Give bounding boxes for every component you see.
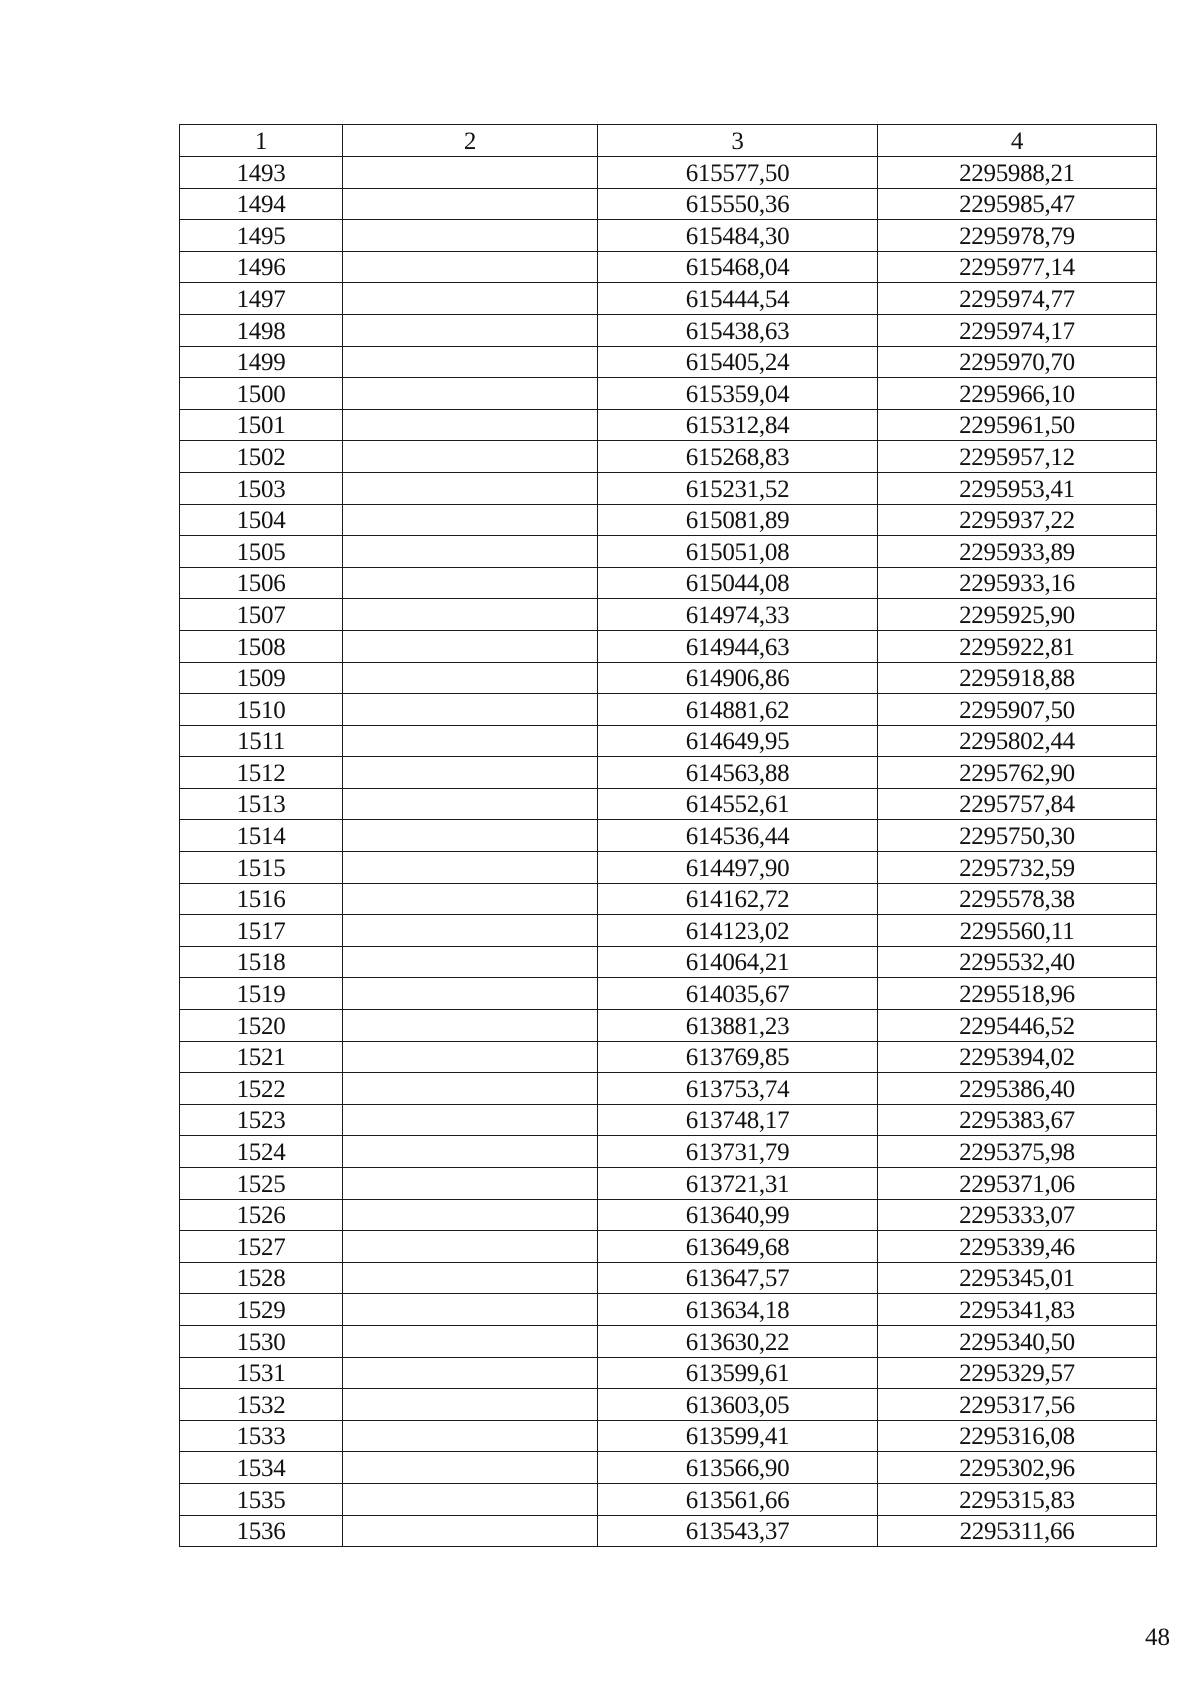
table-cell-col-3: 614563,88 [598, 757, 878, 789]
table-row [180, 314, 1157, 346]
table-cell-col-2 [343, 1136, 598, 1168]
table-row [180, 441, 1157, 473]
table-cell-col-3: 613748,17 [598, 1104, 878, 1136]
table-cell-col-2 [343, 694, 598, 726]
table-cell-col-2 [343, 1294, 598, 1326]
table-cell-col-3: 614536,44 [598, 820, 878, 852]
table-cell-col-3: 614552,61 [598, 788, 878, 820]
table-row [180, 409, 1157, 441]
table-cell-col-2 [343, 314, 598, 346]
table-cell-col-3: 613647,57 [598, 1262, 878, 1294]
table-cell-col-1: 1503 [180, 472, 343, 504]
table-cell-col-1: 1500 [180, 378, 343, 410]
table-cell-col-3: 615312,84 [598, 409, 878, 441]
table-cell-col-2 [343, 757, 598, 789]
table-row [180, 1136, 1157, 1168]
table-cell-col-1: 1512 [180, 757, 343, 789]
table-row [180, 978, 1157, 1010]
table-cell-col-4: 2295311,66 [878, 1515, 1157, 1547]
table-cell-col-1: 1535 [180, 1483, 343, 1515]
page-number: 48 [1145, 1624, 1170, 1651]
table-cell-col-1: 1508 [180, 630, 343, 662]
table-cell-col-3: 615484,30 [598, 220, 878, 252]
table-cell-col-1: 1498 [180, 314, 343, 346]
table-cell-col-3: 615405,24 [598, 346, 878, 378]
table-row [180, 188, 1157, 220]
table-header-row [180, 125, 1157, 157]
table-cell-col-2 [343, 1041, 598, 1073]
table-cell-col-3: 614123,02 [598, 915, 878, 947]
table-cell-col-4: 2295974,77 [878, 283, 1157, 315]
table-cell-col-2 [343, 1452, 598, 1484]
table-cell-col-4: 2295762,90 [878, 757, 1157, 789]
table-cell-col-4: 2295953,41 [878, 472, 1157, 504]
table-cell-col-4: 2295974,17 [878, 314, 1157, 346]
table-cell-col-2 [343, 188, 598, 220]
table-cell-col-1: 1524 [180, 1136, 343, 1168]
table-cell-col-4: 2295988,21 [878, 157, 1157, 189]
table-cell-col-4: 2295937,22 [878, 504, 1157, 536]
table-cell-col-1: 1525 [180, 1168, 343, 1200]
table-cell-col-3: 613640,99 [598, 1199, 878, 1231]
table-row [180, 1452, 1157, 1484]
table-row [180, 599, 1157, 631]
table-cell-col-4: 2295966,10 [878, 378, 1157, 410]
table-cell-col-1: 1513 [180, 788, 343, 820]
table-cell-col-2 [343, 378, 598, 410]
table-cell-col-3: 613599,41 [598, 1420, 878, 1452]
table-cell-col-2 [343, 504, 598, 536]
table-row [180, 757, 1157, 789]
table-cell-col-4: 2295446,52 [878, 1010, 1157, 1042]
table-row [180, 1357, 1157, 1389]
table-cell-col-4: 2295732,59 [878, 852, 1157, 884]
table-row [180, 1294, 1157, 1326]
table-cell-col-4: 2295532,40 [878, 946, 1157, 978]
table-cell-col-1: 1493 [180, 157, 343, 189]
table-cell-col-4: 2295957,12 [878, 441, 1157, 473]
table-cell-col-4: 2295922,81 [878, 630, 1157, 662]
table-cell-col-2 [343, 599, 598, 631]
table-cell-col-3: 613566,90 [598, 1452, 878, 1484]
table-row [180, 662, 1157, 694]
table-cell-col-4: 2295978,79 [878, 220, 1157, 252]
table-cell-col-4: 2295925,90 [878, 599, 1157, 631]
table-cell-col-1: 1510 [180, 694, 343, 726]
table-row [180, 283, 1157, 315]
table-cell-col-1: 1533 [180, 1420, 343, 1452]
table-cell-col-2 [343, 1010, 598, 1042]
table-row [180, 820, 1157, 852]
table-cell-col-4: 2295560,11 [878, 915, 1157, 947]
table-cell-col-3: 613769,85 [598, 1041, 878, 1073]
table-cell-col-3: 615359,04 [598, 378, 878, 410]
table-cell-col-2 [343, 346, 598, 378]
table-row [180, 1168, 1157, 1200]
table-cell-col-2 [343, 409, 598, 441]
table-cell-col-4: 2295918,88 [878, 662, 1157, 694]
table-cell-col-2 [343, 1073, 598, 1105]
table-cell-col-2 [343, 251, 598, 283]
table-cell-col-4: 2295386,40 [878, 1073, 1157, 1105]
table-cell-col-1: 1522 [180, 1073, 343, 1105]
table-cell-col-4: 2295375,98 [878, 1136, 1157, 1168]
table-cell-col-1: 1520 [180, 1010, 343, 1042]
table-cell-col-4: 2295394,02 [878, 1041, 1157, 1073]
table-cell-col-1: 1501 [180, 409, 343, 441]
table-cell-col-1: 1536 [180, 1515, 343, 1547]
table-cell-col-2 [343, 1420, 598, 1452]
table-cell-col-3: 613603,05 [598, 1389, 878, 1421]
table-cell-col-1: 1495 [180, 220, 343, 252]
table-row [180, 852, 1157, 884]
table-row [180, 536, 1157, 568]
table-cell-col-3: 615468,04 [598, 251, 878, 283]
table-cell-col-4: 2295970,70 [878, 346, 1157, 378]
table-cell-col-3: 614906,86 [598, 662, 878, 694]
table-cell-col-3: 614064,21 [598, 946, 878, 978]
table-row [180, 220, 1157, 252]
table-cell-col-2 [343, 630, 598, 662]
table-cell-col-1: 1504 [180, 504, 343, 536]
table-cell-col-4: 2295518,96 [878, 978, 1157, 1010]
table-row [180, 630, 1157, 662]
table-cell-col-3: 615231,52 [598, 472, 878, 504]
table-cell-col-2 [343, 852, 598, 884]
table-row [180, 946, 1157, 978]
table-row [180, 567, 1157, 599]
table-cell-col-1: 1509 [180, 662, 343, 694]
table-row [180, 1041, 1157, 1073]
table-cell-col-2 [343, 567, 598, 599]
coordinates-table [179, 124, 1157, 1547]
table-cell-col-3: 615577,50 [598, 157, 878, 189]
table-cell-col-2 [343, 1483, 598, 1515]
table-cell-col-2 [343, 662, 598, 694]
table-cell-col-3: 614162,72 [598, 883, 878, 915]
table-row [180, 1420, 1157, 1452]
table-row [180, 1325, 1157, 1357]
table-row [180, 1483, 1157, 1515]
table-cell-col-3: 613634,18 [598, 1294, 878, 1326]
table-cell-col-1: 1518 [180, 946, 343, 978]
table-row [180, 694, 1157, 726]
table-cell-col-3: 613649,68 [598, 1231, 878, 1263]
table-cell-col-3: 615438,63 [598, 314, 878, 346]
table-cell-col-2 [343, 472, 598, 504]
table-cell-col-2 [343, 820, 598, 852]
table-cell-col-2 [343, 1104, 598, 1136]
table-body [180, 125, 1157, 1547]
table-row [180, 915, 1157, 947]
table-row [180, 1262, 1157, 1294]
header-cell-4: 4 [878, 125, 1157, 157]
table-cell-col-4: 2295345,01 [878, 1262, 1157, 1294]
table-cell-col-1: 1514 [180, 820, 343, 852]
table-cell-col-1: 1507 [180, 599, 343, 631]
table-cell-col-3: 615444,54 [598, 283, 878, 315]
table-cell-col-4: 2295329,57 [878, 1357, 1157, 1389]
table-cell-col-4: 2295339,46 [878, 1231, 1157, 1263]
table-cell-col-4: 2295371,06 [878, 1168, 1157, 1200]
table-row [180, 504, 1157, 536]
table-row [180, 157, 1157, 189]
table-cell-col-4: 2295317,56 [878, 1389, 1157, 1421]
table-cell-col-1: 1526 [180, 1199, 343, 1231]
table-cell-col-3: 613543,37 [598, 1515, 878, 1547]
table-cell-col-4: 2295578,38 [878, 883, 1157, 915]
table-cell-col-3: 613599,61 [598, 1357, 878, 1389]
table-cell-col-3: 613753,74 [598, 1073, 878, 1105]
table-row [180, 788, 1157, 820]
table-row [180, 472, 1157, 504]
table-cell-col-2 [343, 283, 598, 315]
table-cell-col-4: 2295977,14 [878, 251, 1157, 283]
table-cell-col-2 [343, 915, 598, 947]
table-cell-col-2 [343, 883, 598, 915]
table-cell-col-1: 1502 [180, 441, 343, 473]
table-cell-col-3: 613630,22 [598, 1325, 878, 1357]
table-cell-col-1: 1534 [180, 1452, 343, 1484]
table-cell-col-1: 1506 [180, 567, 343, 599]
table-cell-col-1: 1517 [180, 915, 343, 947]
table-cell-col-3: 613561,66 [598, 1483, 878, 1515]
table-row [180, 1515, 1157, 1547]
table-cell-col-4: 2295316,08 [878, 1420, 1157, 1452]
table-cell-col-3: 614649,95 [598, 725, 878, 757]
table-cell-col-2 [343, 1262, 598, 1294]
table-row [180, 251, 1157, 283]
table-cell-col-2 [343, 441, 598, 473]
table-cell-col-2 [343, 978, 598, 1010]
table-cell-col-4: 2295333,07 [878, 1199, 1157, 1231]
table-cell-col-3: 615044,08 [598, 567, 878, 599]
table-cell-col-4: 2295933,16 [878, 567, 1157, 599]
table-cell-col-1: 1523 [180, 1104, 343, 1136]
table-cell-col-1: 1519 [180, 978, 343, 1010]
table-cell-col-4: 2295341,83 [878, 1294, 1157, 1326]
table-cell-col-3: 615550,36 [598, 188, 878, 220]
table-cell-col-4: 2295340,50 [878, 1325, 1157, 1357]
table-cell-col-1: 1521 [180, 1041, 343, 1073]
table-row [180, 378, 1157, 410]
table-cell-col-2 [343, 536, 598, 568]
table-cell-col-4: 2295985,47 [878, 188, 1157, 220]
table-cell-col-3: 613721,31 [598, 1168, 878, 1200]
table-cell-col-1: 1530 [180, 1325, 343, 1357]
table-cell-col-2 [343, 788, 598, 820]
header-cell-1: 1 [180, 125, 343, 157]
table-cell-col-1: 1499 [180, 346, 343, 378]
table-cell-col-3: 614881,62 [598, 694, 878, 726]
header-cell-3: 3 [598, 125, 878, 157]
table-cell-col-2 [343, 1231, 598, 1263]
table-row [180, 1010, 1157, 1042]
table-cell-col-2 [343, 1515, 598, 1547]
table-cell-col-4: 2295961,50 [878, 409, 1157, 441]
table-cell-col-2 [343, 725, 598, 757]
table-row [180, 883, 1157, 915]
table-cell-col-3: 614944,63 [598, 630, 878, 662]
table-cell-col-2 [343, 157, 598, 189]
table-cell-col-2 [343, 1168, 598, 1200]
table-row [180, 1199, 1157, 1231]
table-cell-col-2 [343, 1199, 598, 1231]
table-cell-col-4: 2295315,83 [878, 1483, 1157, 1515]
table-cell-col-4: 2295933,89 [878, 536, 1157, 568]
table-cell-col-4: 2295383,67 [878, 1104, 1157, 1136]
table-cell-col-1: 1511 [180, 725, 343, 757]
table-cell-col-3: 613881,23 [598, 1010, 878, 1042]
table-cell-col-2 [343, 1325, 598, 1357]
table-cell-col-2 [343, 1357, 598, 1389]
table-cell-col-3: 615081,89 [598, 504, 878, 536]
table-cell-col-1: 1531 [180, 1357, 343, 1389]
table-cell-col-1: 1529 [180, 1294, 343, 1326]
table-cell-col-1: 1497 [180, 283, 343, 315]
table-cell-col-4: 2295757,84 [878, 788, 1157, 820]
table-row [180, 1104, 1157, 1136]
table-row [180, 1389, 1157, 1421]
table-cell-col-2 [343, 946, 598, 978]
table-cell-col-1: 1527 [180, 1231, 343, 1263]
table-cell-col-3: 614974,33 [598, 599, 878, 631]
table-cell-col-3: 614497,90 [598, 852, 878, 884]
table-cell-col-2 [343, 220, 598, 252]
table-cell-col-3: 615051,08 [598, 536, 878, 568]
table-row [180, 1073, 1157, 1105]
table-row [180, 346, 1157, 378]
table-cell-col-1: 1516 [180, 883, 343, 915]
table-cell-col-1: 1528 [180, 1262, 343, 1294]
table-cell-col-3: 613731,79 [598, 1136, 878, 1168]
table-cell-col-1: 1532 [180, 1389, 343, 1421]
table-cell-col-3: 614035,67 [598, 978, 878, 1010]
table-cell-col-4: 2295802,44 [878, 725, 1157, 757]
table-cell-col-3: 615268,83 [598, 441, 878, 473]
table-cell-col-1: 1505 [180, 536, 343, 568]
table-cell-col-1: 1515 [180, 852, 343, 884]
table-row [180, 1231, 1157, 1263]
table-cell-col-4: 2295907,50 [878, 694, 1157, 726]
table-cell-col-4: 2295750,30 [878, 820, 1157, 852]
table-cell-col-1: 1496 [180, 251, 343, 283]
table-cell-col-1: 1494 [180, 188, 343, 220]
header-cell-2: 2 [343, 125, 598, 157]
table-row [180, 725, 1157, 757]
table-cell-col-2 [343, 1389, 598, 1421]
table-cell-col-4: 2295302,96 [878, 1452, 1157, 1484]
